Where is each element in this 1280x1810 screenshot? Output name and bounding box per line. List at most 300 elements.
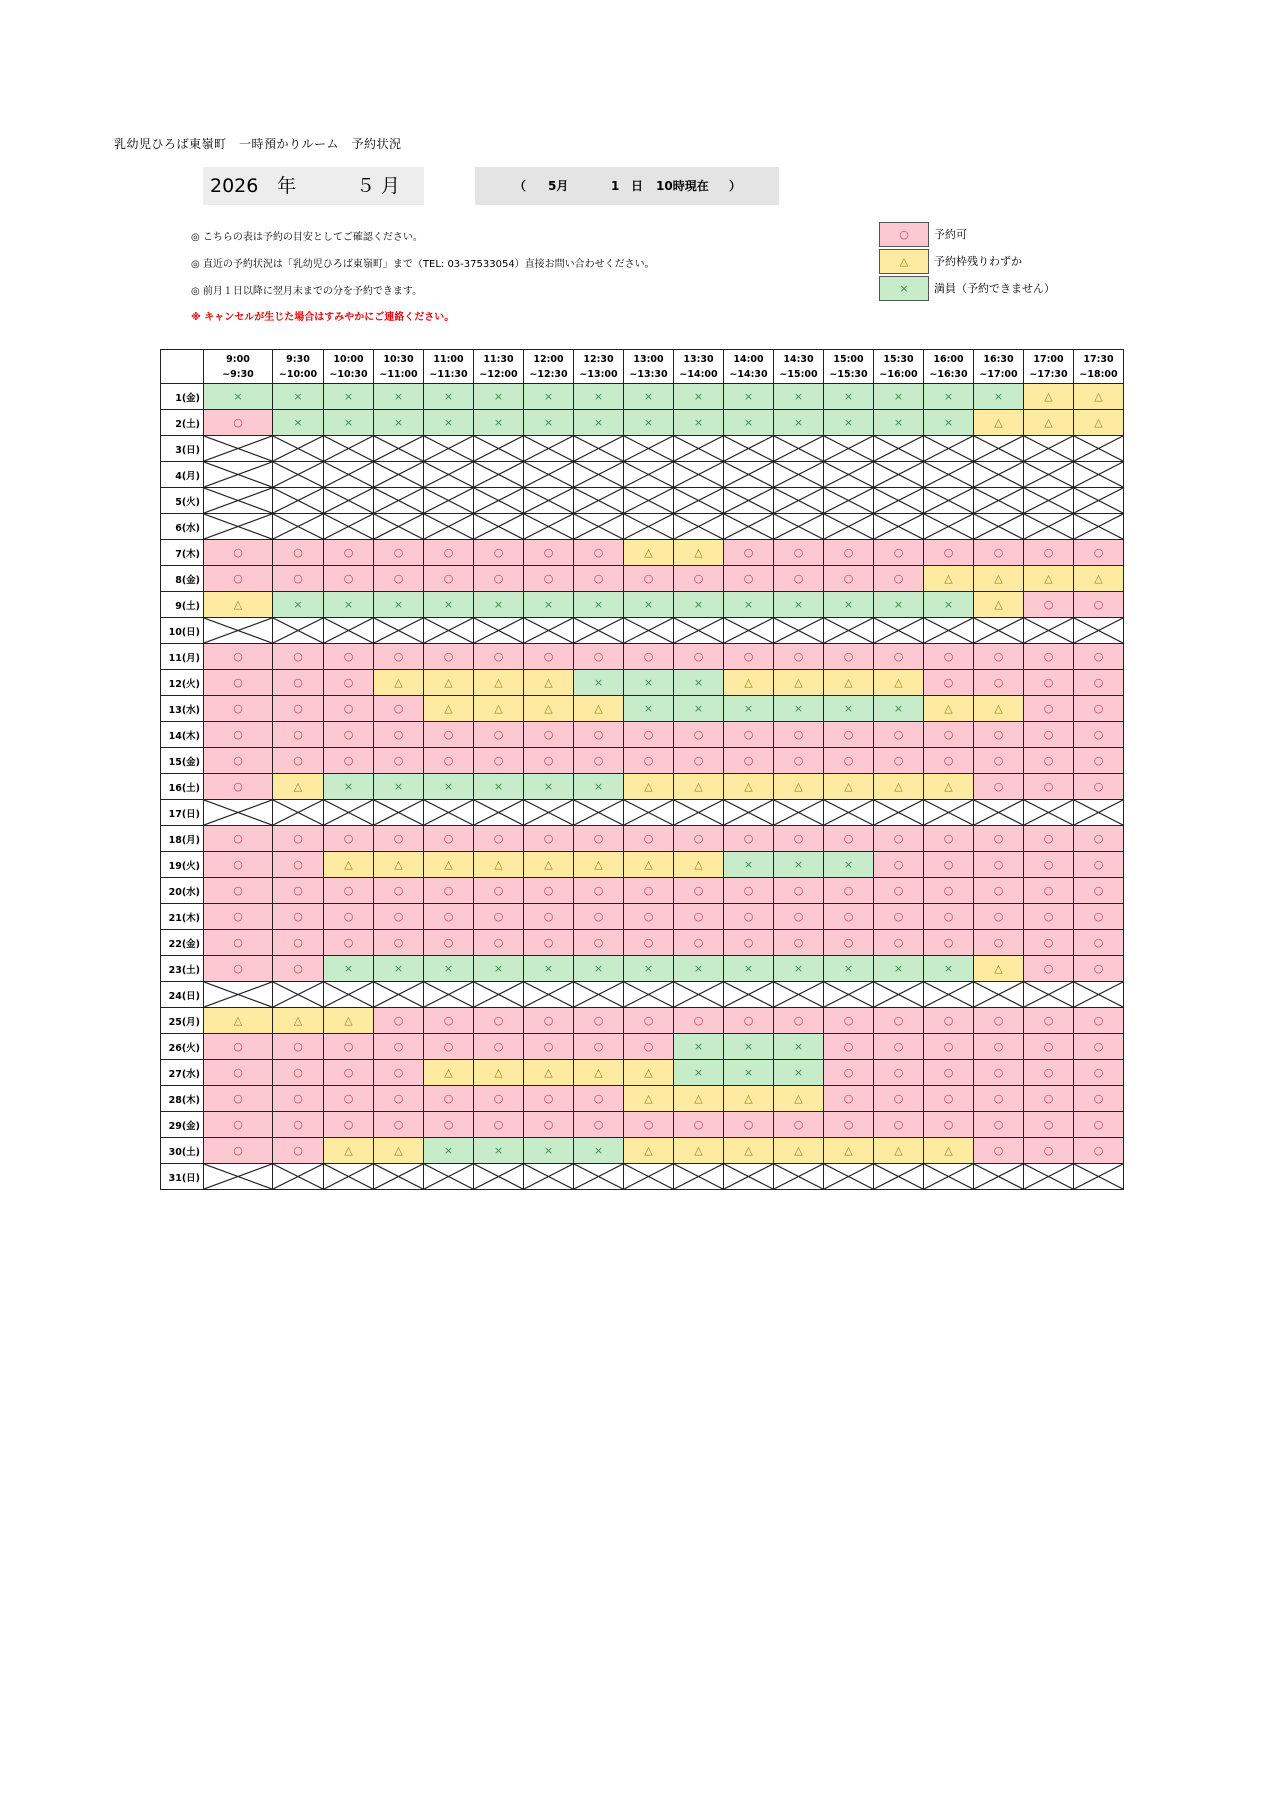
slot-status-cell: ○ [424,722,474,748]
closed-slot-cell [474,618,524,644]
closed-cross-icon [324,800,373,825]
slot-status-cell: ○ [474,566,524,592]
closed-slot-cell [874,1164,924,1190]
slot-status-cell: × [524,410,574,436]
slot-status-cell: ○ [1074,722,1124,748]
closed-cross-icon [874,618,923,643]
slot-status-cell: △ [1074,384,1124,410]
slot-status-cell: ○ [1074,1138,1124,1164]
slot-start-time: 15:30 [883,353,914,365]
time-slot-header [273,350,324,384]
closed-slot-cell [574,436,624,462]
slot-status-cell: ○ [424,878,474,904]
slot-status-cell: △ [1024,410,1074,436]
slot-status-cell: × [374,410,424,436]
slot-status-cell: ○ [204,1112,273,1138]
closed-cross-icon [924,800,973,825]
slot-status-cell: × [624,592,674,618]
closed-slot-cell [1074,618,1124,644]
day-row [161,852,1124,878]
slot-status-cell: ○ [824,566,874,592]
slot-status-cell: ○ [204,748,273,774]
closed-cross-icon [1074,514,1123,539]
slot-status-cell: ○ [424,1034,474,1060]
slot-status-cell: △ [1074,410,1124,436]
slot-status-cell: × [574,670,624,696]
closed-slot-cell [724,1164,774,1190]
closed-slot-cell [524,462,574,488]
closed-slot-cell [1024,1164,1074,1190]
closed-slot-cell [374,1164,424,1190]
slot-start-time: 11:30 [483,353,514,365]
closed-slot-cell [774,488,824,514]
day-label: 9(土) [161,592,204,618]
closed-cross-icon [474,436,523,461]
slot-status-cell: × [974,384,1024,410]
slot-status-cell: ○ [424,1112,474,1138]
closed-slot-cell [574,488,624,514]
slot-status-cell: ○ [924,540,974,566]
slot-status-cell: ○ [374,1112,424,1138]
legend-swatch-full: × [879,276,929,301]
slot-status-cell: × [474,384,524,410]
closed-cross-icon [374,514,423,539]
slot-status-cell: ○ [974,1008,1024,1034]
slot-status-cell: × [204,384,273,410]
year-month-box [203,167,424,205]
slot-status-cell: × [324,410,374,436]
closed-slot-cell [924,514,974,540]
slot-status-cell: ○ [924,644,974,670]
slot-status-cell: ○ [824,1086,874,1112]
as-of-time: 10時現在 [656,179,709,193]
slot-status-cell: △ [774,774,824,800]
slot-status-cell: ○ [574,930,624,956]
slot-start-time: 14:00 [733,353,764,365]
slot-status-cell: △ [674,1086,724,1112]
closed-slot-cell [474,488,524,514]
closed-cross-icon [273,982,323,1007]
closed-cross-icon [324,488,373,513]
slot-status-cell: × [524,592,574,618]
slot-status-cell: × [474,592,524,618]
slot-status-cell: ○ [424,644,474,670]
slot-status-cell: ○ [574,878,624,904]
slot-status-cell: ○ [1074,1086,1124,1112]
closed-slot-cell [924,618,974,644]
closed-slot-cell [273,488,324,514]
slot-status-cell: △ [774,1086,824,1112]
day-label: 30(土) [161,1138,204,1164]
closed-slot-cell [374,514,424,540]
closed-slot-cell [824,488,874,514]
day-row [161,774,1124,800]
day-label: 5(火) [161,488,204,514]
slot-status-cell: ○ [824,904,874,930]
slot-status-cell: △ [824,1138,874,1164]
closed-slot-cell [874,488,924,514]
slot-status-cell: ○ [724,540,774,566]
slot-status-cell: △ [824,774,874,800]
slot-status-cell: ○ [1024,878,1074,904]
slot-status-cell: ○ [774,566,824,592]
slot-end-time: ~11:30 [429,368,468,380]
closed-slot-cell [974,982,1024,1008]
slot-status-cell: ○ [324,1112,374,1138]
slot-end-time: ~9:30 [222,368,254,380]
closed-slot-cell [724,462,774,488]
slot-status-cell: △ [974,566,1024,592]
slot-status-cell: ○ [1024,1034,1074,1060]
slot-status-cell: × [374,592,424,618]
slot-status-cell: ○ [1024,696,1074,722]
closed-slot-cell [674,462,724,488]
slot-status-cell: ○ [374,540,424,566]
closed-slot-cell [924,1164,974,1190]
closed-slot-cell [374,462,424,488]
slot-status-cell: △ [1024,384,1074,410]
slot-status-cell: ○ [273,1138,324,1164]
slot-status-cell: ○ [924,878,974,904]
slot-status-cell: ○ [974,670,1024,696]
slot-start-time: 9:30 [286,353,310,365]
closed-cross-icon [324,982,373,1007]
slot-status-cell: ○ [424,930,474,956]
closed-cross-icon [374,618,423,643]
slot-status-cell: × [524,956,574,982]
slot-status-cell: ○ [474,540,524,566]
closed-cross-icon [1074,436,1123,461]
closed-cross-icon [774,982,823,1007]
slot-end-time: ~15:30 [829,368,868,380]
slot-status-cell: ○ [204,410,273,436]
closed-cross-icon [324,514,373,539]
slot-status-cell: ○ [204,1034,273,1060]
slot-start-time: 13:00 [633,353,664,365]
slot-status-cell: ○ [824,540,874,566]
closed-cross-icon [574,488,623,513]
closed-cross-icon [874,982,923,1007]
slot-status-cell: ○ [874,1060,924,1086]
slot-status-cell: ○ [974,540,1024,566]
closed-slot-cell [1024,436,1074,462]
closed-cross-icon [974,488,1023,513]
slot-status-cell: ○ [204,826,273,852]
slot-status-cell: ○ [1024,1086,1074,1112]
slot-status-cell: ○ [204,670,273,696]
slot-status-cell: ○ [374,1008,424,1034]
closed-slot-cell [424,1164,474,1190]
closed-slot-cell [524,514,574,540]
slot-status-cell: △ [524,670,574,696]
closed-slot-cell [374,488,424,514]
slot-status-cell: ○ [774,904,824,930]
closed-slot-cell [874,800,924,826]
slot-status-cell: ○ [273,670,324,696]
day-row [161,1060,1124,1086]
day-label: 7(木) [161,540,204,566]
time-slot-header [924,350,974,384]
month-value: ５ [356,175,376,197]
closed-slot-cell [1024,982,1074,1008]
closed-cross-icon [724,436,773,461]
slot-status-cell: ○ [774,540,824,566]
slot-status-cell: × [324,592,374,618]
day-row [161,1034,1124,1060]
day-label: 12(火) [161,670,204,696]
day-label: 25(月) [161,1008,204,1034]
slot-start-time: 15:00 [833,353,864,365]
closed-slot-cell [824,800,874,826]
slot-status-cell: ○ [574,1112,624,1138]
closed-cross-icon [273,462,323,487]
day-row [161,436,1124,462]
slot-status-cell: ○ [324,748,374,774]
slot-status-cell: × [824,696,874,722]
closed-cross-icon [474,462,523,487]
legend-swatch-available: ○ [879,222,929,247]
slot-status-cell: ○ [524,878,574,904]
slot-status-cell: ○ [524,1034,574,1060]
closed-cross-icon [624,618,673,643]
slot-status-cell: ○ [1074,1060,1124,1086]
closed-slot-cell [474,462,524,488]
day-label: 6(水) [161,514,204,540]
closed-cross-icon [1074,800,1123,825]
slot-end-time: ~11:00 [379,368,418,380]
closed-cross-icon [974,462,1023,487]
slot-status-cell: × [774,956,824,982]
closed-slot-cell [574,982,624,1008]
slot-status-cell: ○ [1024,644,1074,670]
slot-status-cell: ○ [724,722,774,748]
slot-status-cell: × [474,956,524,982]
slot-status-cell: △ [674,852,724,878]
slot-status-cell: ○ [273,644,324,670]
slot-status-cell: △ [924,774,974,800]
slot-status-cell: ○ [924,1086,974,1112]
slot-status-cell: ○ [824,748,874,774]
slot-status-cell: × [774,384,824,410]
slot-start-time: 12:00 [533,353,564,365]
slot-status-cell: ○ [204,1138,273,1164]
slot-status-cell: ○ [474,826,524,852]
day-label: 17(日) [161,800,204,826]
time-slot-header [204,350,273,384]
closed-slot-cell [1074,800,1124,826]
slot-status-cell: ○ [774,644,824,670]
closed-cross-icon [674,462,723,487]
slot-status-cell: △ [924,696,974,722]
day-label: 3(日) [161,436,204,462]
closed-cross-icon [524,1164,573,1189]
slot-status-cell: △ [524,852,574,878]
day-row [161,930,1124,956]
closed-slot-cell [324,1164,374,1190]
slot-status-cell: ○ [1024,748,1074,774]
slot-status-cell: ○ [924,1112,974,1138]
slot-end-time: ~16:00 [879,368,918,380]
slot-status-cell: ○ [1024,956,1074,982]
closed-slot-cell [624,436,674,462]
slot-status-cell: × [374,956,424,982]
slot-status-cell: △ [273,774,324,800]
day-row [161,384,1124,410]
slot-status-cell: ○ [524,930,574,956]
slot-end-time: ~10:30 [329,368,368,380]
slot-status-cell: ○ [273,878,324,904]
slot-status-cell: ○ [824,1008,874,1034]
slot-status-cell: ○ [273,566,324,592]
closed-cross-icon [724,800,773,825]
slot-status-cell: △ [974,592,1024,618]
closed-cross-icon [204,462,272,487]
slot-end-time: ~12:30 [529,368,568,380]
slot-status-cell: ○ [1074,956,1124,982]
slot-status-cell: ○ [674,722,724,748]
day-row [161,1164,1124,1190]
slot-end-time: ~17:30 [1029,368,1068,380]
slot-status-cell: ○ [204,1060,273,1086]
slot-status-cell: × [774,592,824,618]
closed-cross-icon [474,488,523,513]
slot-status-cell: ○ [374,566,424,592]
slot-status-cell: ○ [874,748,924,774]
slot-status-cell: ○ [1074,696,1124,722]
slot-start-time: 16:00 [933,353,964,365]
closed-cross-icon [524,514,573,539]
slot-status-cell: △ [624,852,674,878]
closed-cross-icon [204,800,272,825]
slot-start-time: 13:30 [683,353,714,365]
slot-status-cell: ○ [324,878,374,904]
slot-status-cell: ○ [974,1060,1024,1086]
slot-status-cell: ○ [674,930,724,956]
closed-cross-icon [1024,462,1073,487]
day-row [161,722,1124,748]
closed-slot-cell [204,514,273,540]
slot-status-cell: ○ [324,930,374,956]
slot-status-cell: ○ [1074,774,1124,800]
day-label: 11(月) [161,644,204,670]
closed-slot-cell [724,982,774,1008]
slot-status-cell: × [424,956,474,982]
slot-status-cell: ○ [824,1112,874,1138]
day-row [161,826,1124,852]
slot-status-cell: ○ [1074,670,1124,696]
slot-status-cell: △ [674,1138,724,1164]
slot-status-cell: ○ [1024,722,1074,748]
slot-start-time: 17:30 [1083,353,1114,365]
closed-slot-cell [824,436,874,462]
slot-status-cell: ○ [273,722,324,748]
slot-status-cell: ○ [724,904,774,930]
closed-cross-icon [324,436,373,461]
slot-status-cell: △ [1024,566,1074,592]
slot-end-time: ~18:00 [1079,368,1118,380]
slot-status-cell: ○ [374,696,424,722]
slot-status-cell: ○ [874,722,924,748]
slot-status-cell: △ [524,1060,574,1086]
day-row [161,982,1124,1008]
day-label: 10(日) [161,618,204,644]
closed-cross-icon [624,488,673,513]
slot-status-cell: △ [204,1008,273,1034]
slot-status-cell: △ [574,852,624,878]
closed-slot-cell [524,1164,574,1190]
slot-status-cell: ○ [624,722,674,748]
closed-slot-cell [524,488,574,514]
closed-cross-icon [824,618,873,643]
slot-status-cell: ○ [574,1034,624,1060]
closed-slot-cell [204,800,273,826]
month-unit: 月 [381,175,401,197]
closed-slot-cell [824,1164,874,1190]
day-label: 31(日) [161,1164,204,1190]
slot-status-cell: ○ [324,566,374,592]
closed-cross-icon [724,1164,773,1189]
slot-status-cell: ○ [204,878,273,904]
slot-status-cell: ○ [774,878,824,904]
slot-status-cell: △ [624,1060,674,1086]
cancel-warning: ※ キャンセルが生じた場合はすみやかにご連絡ください。 [191,312,455,323]
slot-start-time: 14:30 [783,353,814,365]
closed-cross-icon [874,514,923,539]
slot-status-cell: ○ [474,644,524,670]
closed-cross-icon [924,1164,973,1189]
closed-cross-icon [1024,982,1073,1007]
closed-cross-icon [624,514,673,539]
closed-slot-cell [974,1164,1024,1190]
closed-cross-icon [674,982,723,1007]
day-row [161,878,1124,904]
closed-cross-icon [324,1164,373,1189]
slot-status-cell: ○ [574,722,624,748]
closed-cross-icon [974,982,1023,1007]
time-slot-header [324,350,374,384]
closed-slot-cell [324,514,374,540]
as-of-box [475,167,779,205]
closed-slot-cell [273,800,324,826]
closed-cross-icon [204,436,272,461]
slot-status-cell: × [424,774,474,800]
slot-status-cell: × [574,774,624,800]
slot-status-cell: ○ [824,1060,874,1086]
day-label: 15(金) [161,748,204,774]
closed-slot-cell [874,618,924,644]
closed-cross-icon [1024,800,1073,825]
slot-status-cell: ○ [924,904,974,930]
closed-cross-icon [774,800,823,825]
slot-status-cell: × [674,670,724,696]
slot-status-cell: △ [273,1008,324,1034]
closed-slot-cell [204,436,273,462]
closed-slot-cell [974,462,1024,488]
closed-slot-cell [424,436,474,462]
slot-status-cell: ○ [474,1112,524,1138]
closed-cross-icon [1024,488,1073,513]
slot-status-cell: ○ [774,826,824,852]
slot-status-cell: ○ [204,852,273,878]
day-label: 27(水) [161,1060,204,1086]
slot-status-cell: × [474,774,524,800]
slot-status-cell: △ [424,696,474,722]
slot-status-cell: △ [724,774,774,800]
slot-status-cell: ○ [1024,826,1074,852]
slot-status-cell: ○ [1024,904,1074,930]
closed-slot-cell [874,982,924,1008]
closed-slot-cell [824,514,874,540]
